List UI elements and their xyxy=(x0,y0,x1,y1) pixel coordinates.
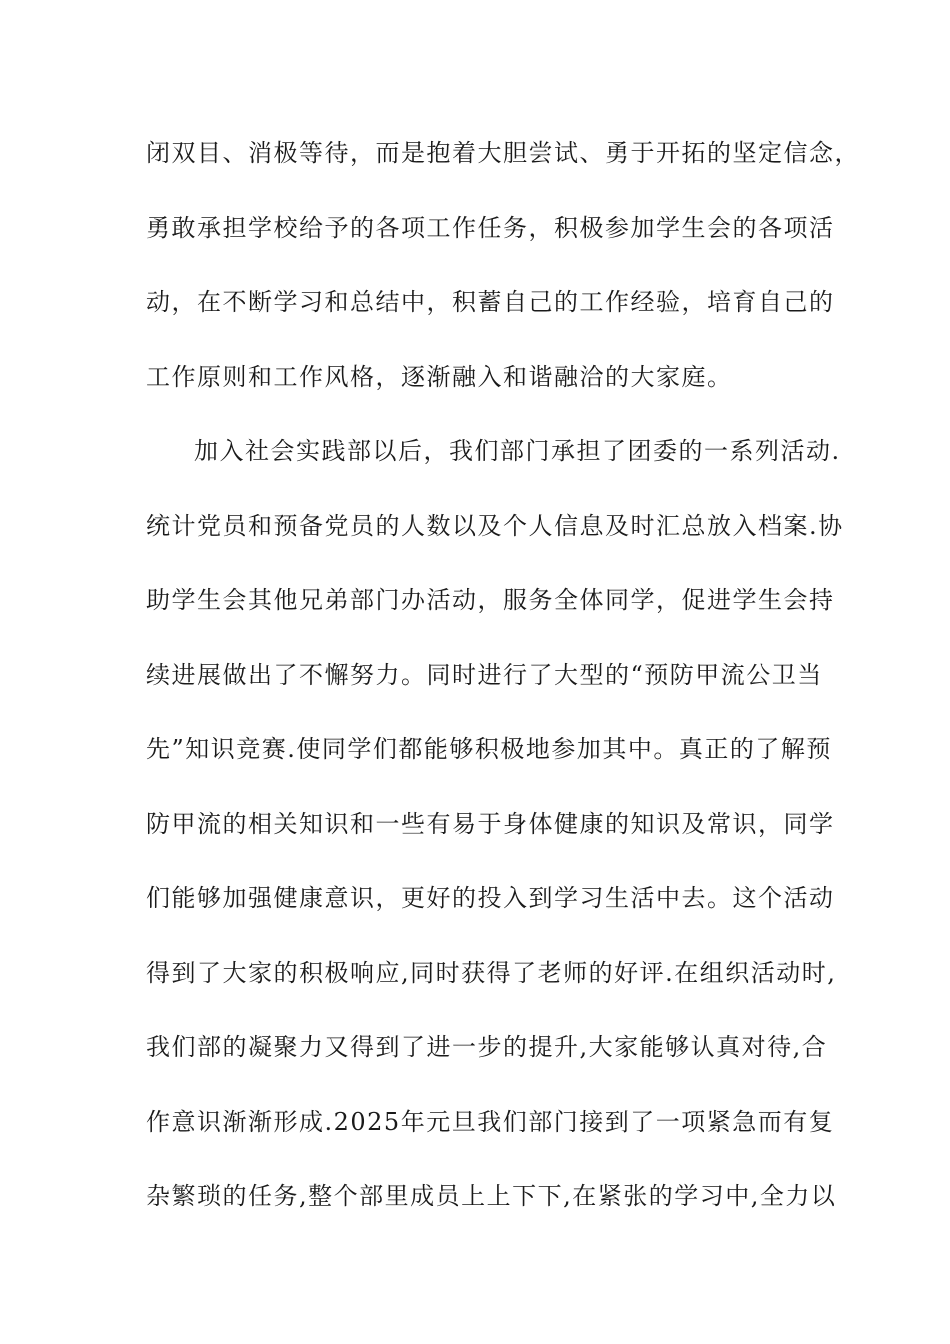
text-line: 杂繁琐的任务,整个部里成员上上下下,在紧张的学习中,全力以 xyxy=(146,1182,837,1210)
text-line: 得到了大家的积极响应,同时获得了老师的好评.在组织活动时, xyxy=(146,959,837,987)
text-line: 助学生会其他兄弟部门办活动，服务全体同学，促进学生会持 xyxy=(146,586,835,614)
text-line: 勇敢承担学校给予的各项工作任务，积极参加学生会的各项活 xyxy=(146,214,835,242)
text-line: 先”知识竞赛.使同学们都能够积极地参加其中。真正的了解预 xyxy=(146,735,832,763)
text-line: 作意识渐渐形成.2025年元旦我们部门接到了一项紧急而有复 xyxy=(146,1108,835,1136)
paragraph-first-line: 加入社会实践部以后，我们部门承担了团委的一系列活动. xyxy=(194,437,841,465)
text-line: 工作原则和工作风格，逐渐融入和谐融洽的大家庭。 xyxy=(146,363,733,391)
text-line: 动，在不断学习和总结中，积蓄自己的工作经验，培育自己的 xyxy=(146,288,835,316)
text-line: 续进展做出了不懈努力。同时进行了大型的“预防甲流公卫当 xyxy=(146,661,823,689)
text-line: 我们部的凝聚力又得到了进一步的提升,大家能够认真对待,合 xyxy=(146,1033,828,1061)
text-line: 统计党员和预备党员的人数以及个人信息及时汇总放入档案.协 xyxy=(146,512,844,540)
text-line: 闭双目、消极等待，而是抱着大胆尝试、勇于开拓的坚定信念， xyxy=(146,139,860,167)
text-line: 防甲流的相关知识和一些有易于身体健康的知识及常识，同学 xyxy=(146,810,835,838)
text-line: 们能够加强健康意识，更好的投入到学习生活中去。这个活动 xyxy=(146,884,835,912)
